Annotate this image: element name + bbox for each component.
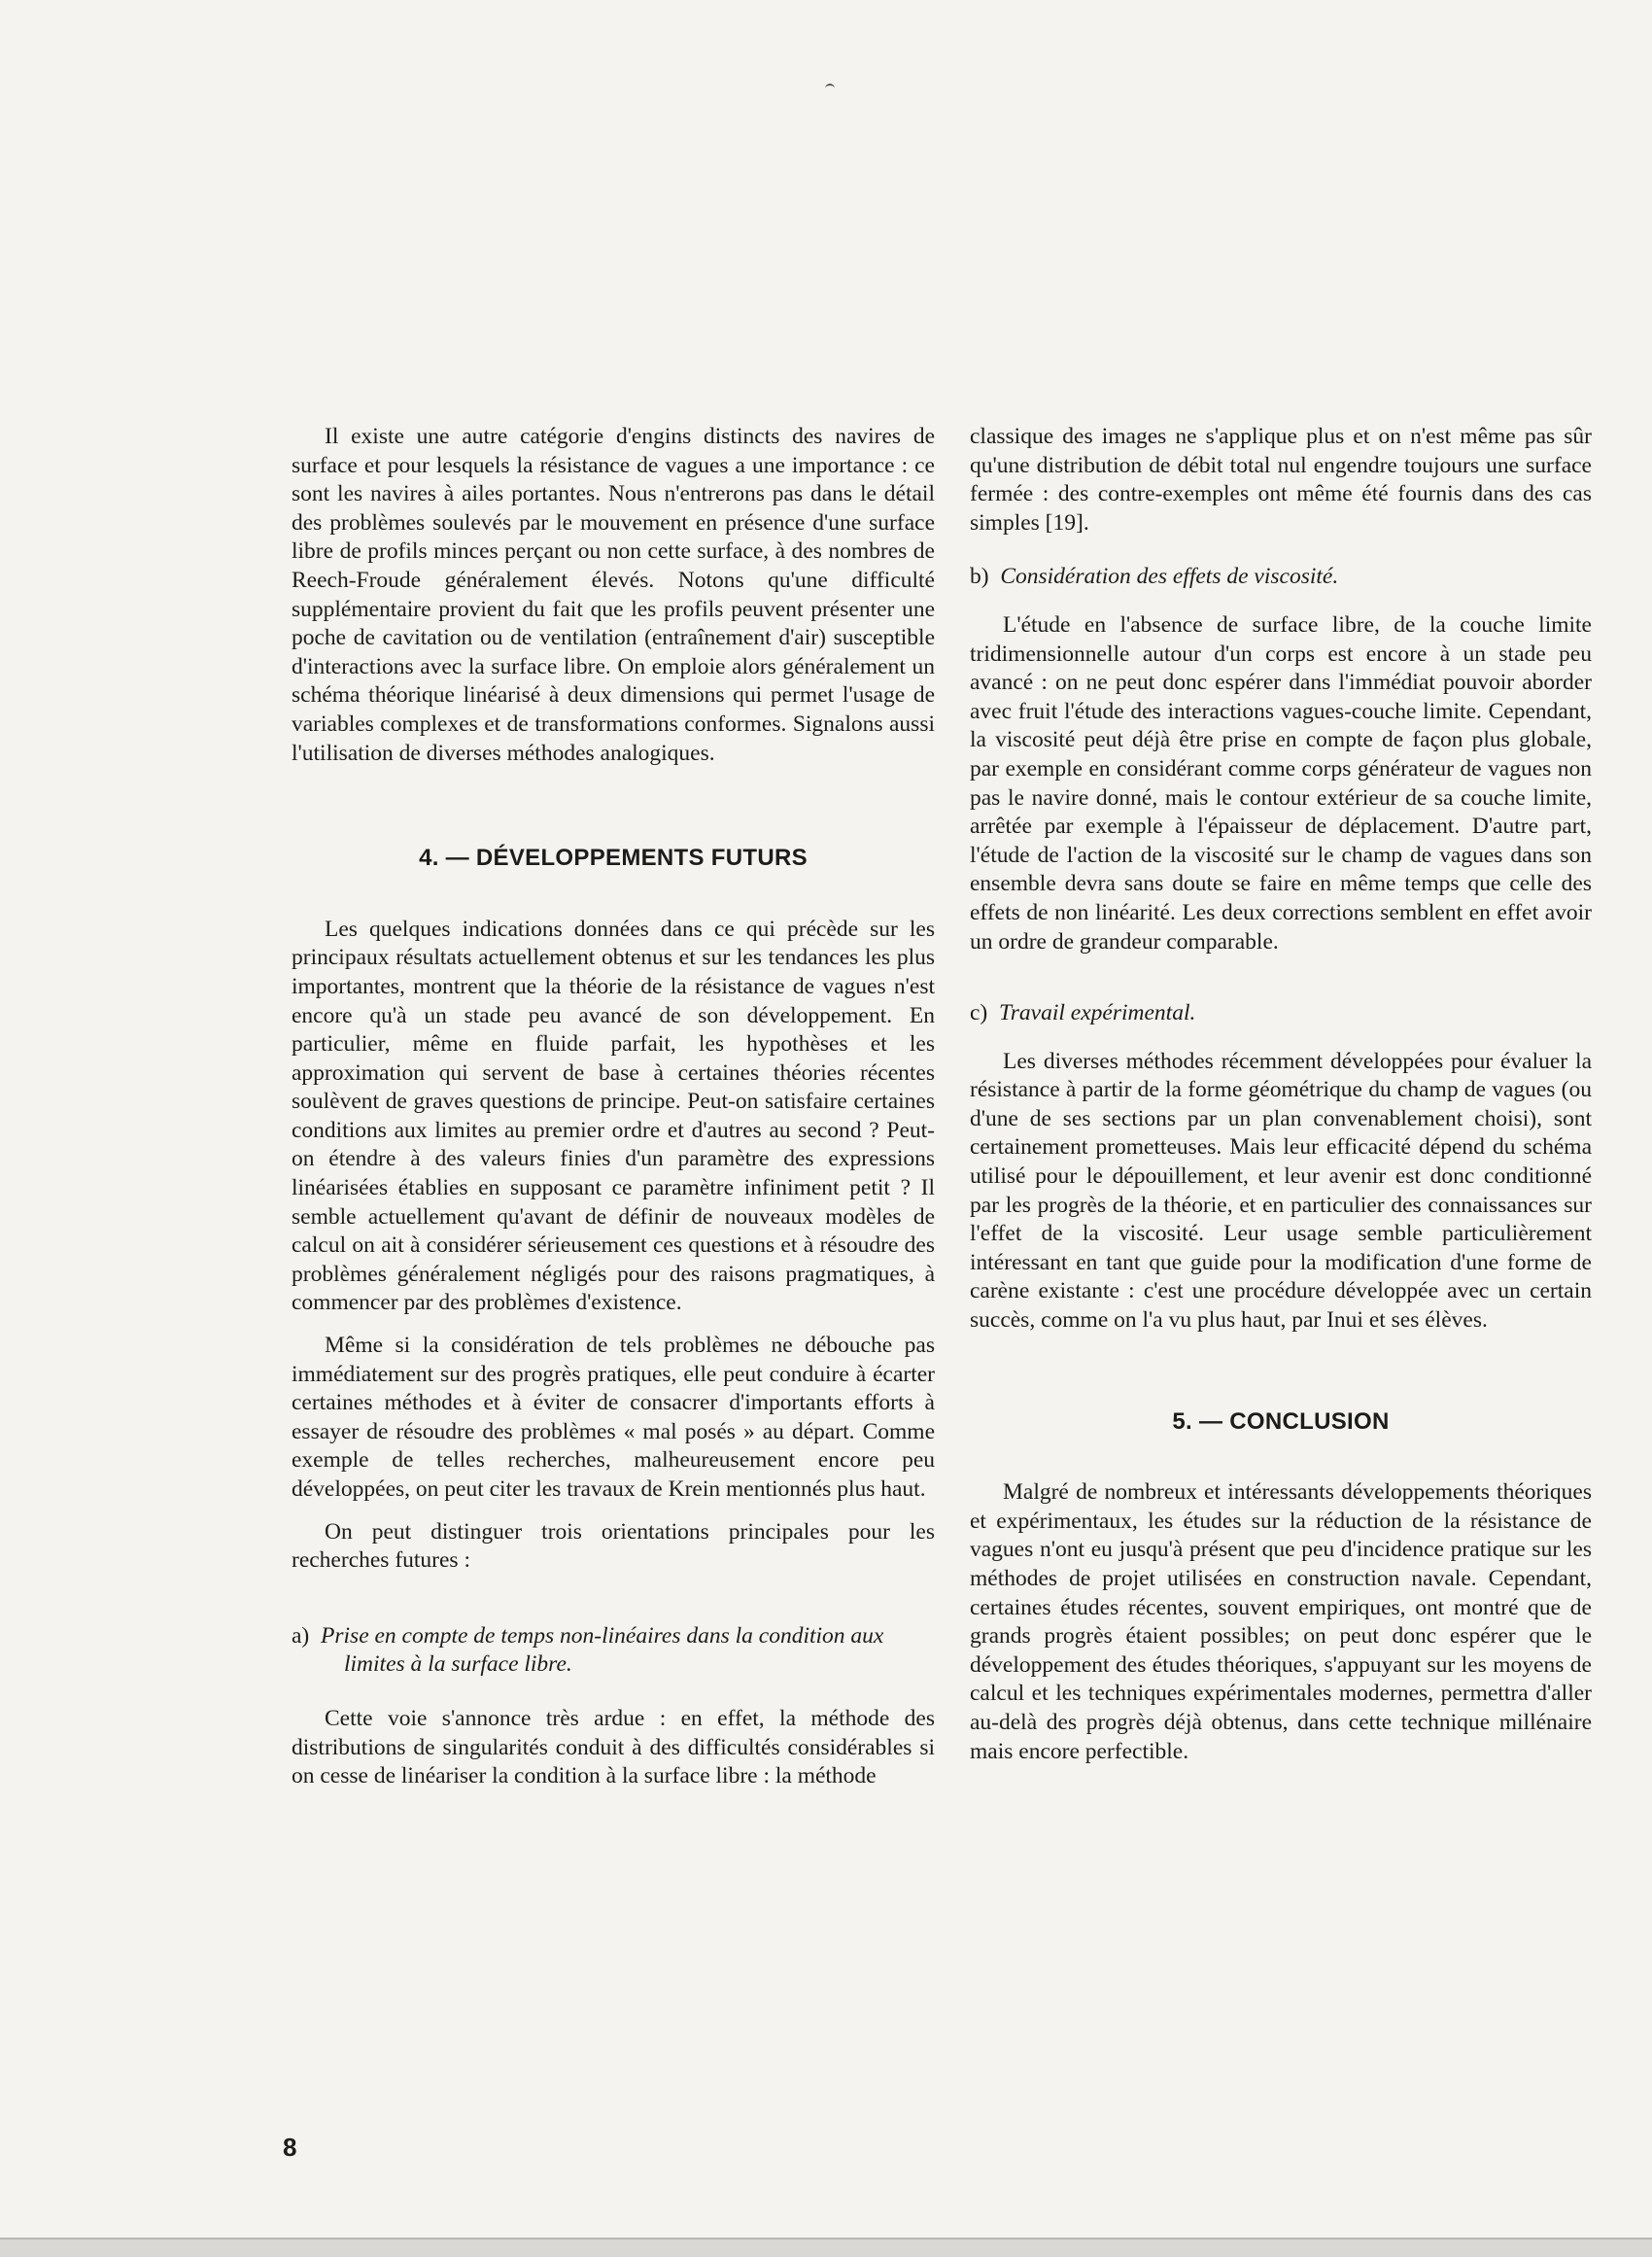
- item-c-heading: [970, 999, 1592, 1028]
- item-c-label: c): [970, 1000, 988, 1026]
- paragraph-hydrofoils: Il existe une autre catégorie d'engins distincts des navires de surface et pour lesquels la résistance de vagues a une importance : ce sont les navires à ailes portantes. Nous n'entrerons pas dans le détail des problèmes soulevés par le mouvement en présence d'une surface libre de profils minces perçant ou non cette surface, à des nombres de Reech-Froude généralement élevés. Notons qu'une difficulté supplémentaire provient du fait que les profils peuvent présenter une poche de cavitation ou de ventilation (entraînement d'air) susceptible d'interactions avec la surface libre. On emploie alors généralement un schéma théorique linéarisé à deux dimensions qui permet l'usage de variables complexes et de transformations conformes. Signalons aussi l'utilisation de diverses méthodes analogiques.: [292, 424, 935, 766]
- paragraph-ill-posed: Même si la considération de tels problèmes ne débouche pas immédiatement sur des progrès pratiques, elle peut conduire à écarter certaines méthodes et à éviter de consacrer d'importants efforts à essayer de résoudre des problèmes « mal posés » au départ. Comme exemple de telles recherches, malheureusement encore peu développées, on peut citer les travaux de Krein mentionnés plus haut.: [292, 1333, 935, 1502]
- page-bottom-edge: [0, 2238, 1652, 2257]
- item-b-title: Considération des effets de viscosité.: [1000, 564, 1339, 590]
- section-5-heading: 5. — CONCLUSION: [1172, 1407, 1390, 1435]
- paragraph-future-intro: Les quelques indications données dans ce qui précède sur les principaux résultats actuellement obtenus et sur les tendances les plus importantes, montrent que la théorie de la résistance de vagues n'est encore qu'à un stade peu avancé de son développement. En particulier, même en fluide parfait, les hypothèses et les approximation qui servent de base à certaines théories récentes soulèvent de graves questions de principe. Peut-on satisfaire certaines conditions aux limites au premier ordre et d'autres au second ? Peut-on étendre à des valeurs finies d'un paramètre des expressions linéarisées établies en supposant ce paramètre infiniment petit ? Il semble actuellement qu'avant de définir de nouveaux modèles de calcul on ait à considérer sérieusement ces questions et à résoudre des problèmes généralement négligés pour des raisons pragmatiques, à commencer par des problèmes d'existence.: [292, 916, 935, 1316]
- print-speck: [825, 84, 835, 90]
- paragraph-orientations: On peut distinguer trois orientations principales pour les recherches futures :: [292, 1518, 935, 1574]
- item-a-label: a): [292, 1622, 310, 1649]
- item-a-heading: [292, 1622, 935, 1680]
- paragraph-images-cont: classique des images ne s'applique plus et on n'est même pas sûr qu'une distribution de débit total nul engendre toujours une surface fermée : des contre-exemples ont même été fournis dans des cas simples [19].: [970, 424, 1592, 536]
- page-number: 8: [283, 2133, 297, 2162]
- item-b-heading: [970, 563, 1592, 592]
- item-b-label: b): [970, 564, 989, 590]
- paragraph-experimental: Les diverses méthodes récemment développées pour évaluer la résistance à partir de la forme géométrique du champ de vagues (ou d'une de ses sections par un plan convenablement choisi), sont certainement prometteuses. Mais leur efficacité dépend du schéma utilisé pour le dépouillement, et leur avenir est donc conditionné par les progrès de la théorie, et en particulier des connaissances sur l'effet de la viscosité. Leur usage semble particulièrement intéressant en tant que guide pour la modification d'une forme de carène existante : c'est une procédure développée avec un certain succès, comme on l'a vu plus haut, par Inui et ses élèves.: [970, 1048, 1592, 1334]
- right-column: [970, 423, 1592, 1766]
- paragraph-conclusion: Malgré de nombreux et intéressants développements théoriques et expérimentaux, les études sur la réduction de la résistance de vagues n'ont eu jusqu'à présent que peu d'incidence pratique sur les méthodes de projet utilisées en construction navale. Cependant, certaines études récentes, souvent empiriques, ont montré que de grands progrès étaient possibles; on peut donc espérer que le développement des études théoriques, s'appuyant sur les moyens de calcul et les techniques expérimentales modernes, permettra d'aller au-delà des progrès déjà obtenus, dans cette technique millénaire mais encore perfectible.: [970, 1479, 1592, 1764]
- item-c-title: Travail expérimental.: [999, 1000, 1196, 1026]
- paragraph-viscosity: L'étude en l'absence de surface libre, de la couche limite tridimensionnelle autour d'un corps est encore à un stade peu avancé : on ne peut donc espérer dans l'immédiat pouvoir aborder avec fruit l'étude des interactions vagues-couche limite. Cependant, la viscosité peut déjà être prise en compte de façon plus globale, par exemple en considérant comme corps générateur de vagues non pas le navire donné, mais le contour extérieur de sa couche limite, arrêtée par exemple à l'épaisseur de déplacement. D'autre part, l'étude de l'action de la viscosité sur le champ de vagues dans son ensemble devra sans doute se faire en même temps que celle des effets de non linéarité. Les deux corrections semblent en effet avoir un ordre de grandeur comparable.: [970, 611, 1592, 955]
- section-4-heading: 4. — DÉVELOPPEMENTS FUTURS: [419, 845, 808, 872]
- left-column: [292, 423, 935, 1791]
- item-a-title: Prise en compte de temps non-linéaires dans la condition aux limites à la surface libre.: [321, 1622, 884, 1678]
- paragraph-nonlinear: Cette voie s'annonce très ardue : en effet, la méthode des distributions de singularités conduit à des difficultés considérables si on cesse de linéariser la condition à la surface libre : la méthode: [292, 1705, 935, 1789]
